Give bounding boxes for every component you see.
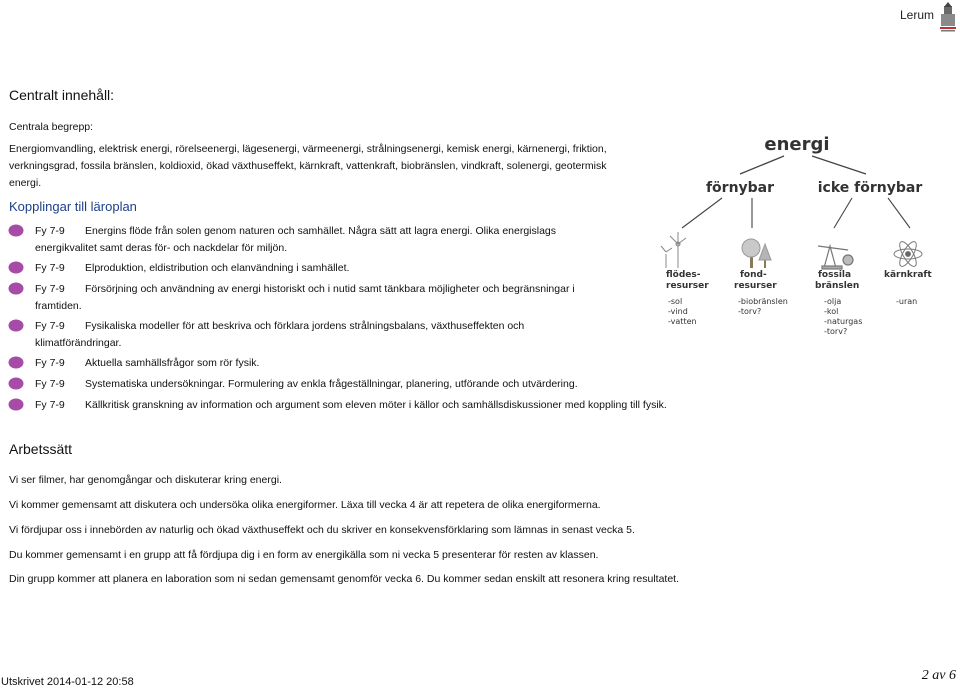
kopplingar-text: Försörjning och användning av energi historiskt och i nutid samt tänkbara möjligheter och begränsningar i: [85, 283, 575, 295]
arbetssatt-paragraph: Vi kommer gemensamt att diskutera och undersöka olika energiformer. Läxa till vecka 4 är att repetera de olika energiformerna.: [9, 499, 601, 511]
bullet-icon: [8, 319, 24, 332]
course-code: Fy 7-9: [35, 357, 65, 369]
arbetssatt-paragraph: Vi fördjupar oss i innebörden av naturlig och ökad växthuseffekt och du skriver en konsekvensförklaring som lämnas in senast vecka 5.: [9, 524, 635, 536]
kopplingar-heading: Kopplingar till läroplan: [9, 199, 137, 214]
arbetssatt-paragraph: Du kommer gemensamt i en grupp att få fördjupa dig i en form av energikälla som ni vecka 5 presenterar för resten av klassen.: [9, 549, 599, 561]
centrala-begrepp-heading: Centrala begrepp:: [9, 121, 94, 133]
kopplingar-item: [0, 223, 700, 257]
kopplingar-text-cont: energikvalitet samt deras för- och nackdelar för miljön.: [35, 242, 288, 254]
diagram-fornybar: förnybar: [705, 180, 775, 196]
kopplingar-text-cont: framtiden.: [35, 300, 82, 312]
kopplingar-item: [0, 376, 700, 393]
bullet-icon: [8, 282, 24, 295]
kopplingar-text: Källkritisk granskning av information och argument som eleven möter i källor och samhällsdiskussioner med koppling till fysik.: [85, 399, 667, 411]
school-name: Lerum: [899, 8, 934, 22]
course-code: Fy 7-9: [35, 225, 65, 237]
course-code: Fy 7-9: [35, 399, 65, 411]
diagram-group-label: fossila bränslen: [815, 270, 860, 291]
bullet-icon: [8, 356, 24, 369]
bullet-icon: [8, 261, 24, 274]
diagram-group-label: fond-resurser: [734, 270, 777, 291]
bullet-icon: [8, 224, 24, 237]
diagram-items: -sol -vind -vatten: [668, 297, 697, 326]
kopplingar-item: [0, 281, 700, 315]
kopplingar-text: Elproduktion, eldistribution och elanvändning i samhället.: [85, 262, 350, 274]
kopplingar-text: Fysikaliska modeller för att beskriva och förklara jordens strålningsbalans, växthuseffekten och: [85, 320, 525, 332]
arbetssatt-heading: Arbetssätt: [9, 441, 73, 457]
diagram-items: -olja -kol -naturgas -torv?: [824, 297, 863, 336]
course-code: Fy 7-9: [35, 262, 65, 274]
diagram-icke-fornybar: icke förnybar: [817, 180, 923, 196]
diagram-group-label: kärnkraft: [884, 270, 932, 280]
diagram-items: -uran: [896, 297, 918, 306]
kopplingar-text-cont: klimatförändringar.: [35, 337, 122, 349]
course-code: Fy 7-9: [35, 320, 65, 332]
lerum-logo-icon: [938, 2, 958, 34]
kopplingar-item: [0, 318, 700, 352]
course-code: Fy 7-9: [35, 283, 65, 295]
kopplingar-item: [0, 355, 700, 372]
tree-icon: [742, 239, 771, 268]
begrepp-line-3: energi.: [9, 177, 42, 189]
energi-diagram: [652, 128, 942, 348]
arbetssatt-paragraph: Vi ser filmer, har genomgångar och diskuterar kring energi.: [9, 474, 282, 486]
centralt-innehall-heading: Centralt innehåll:: [9, 87, 115, 103]
printed-date: Utskrivet 2014-01-12 20:58: [1, 676, 134, 688]
kopplingar-item: [0, 260, 700, 277]
kopplingar-text: Aktuella samhällsfrågor som rör fysik.: [85, 357, 260, 369]
kopplingar-item: [0, 397, 700, 414]
kopplingar-text: Systematiska undersökningar. Formulering av enkla frågeställningar, planering, utförande och utvärdering.: [85, 378, 578, 390]
course-code: Fy 7-9: [35, 378, 65, 390]
diagram-group-label: flödes-resurser: [666, 270, 709, 291]
begrepp-line-2: verkningsgrad, fossila bränslen, koldioxid, ökad växthuseffekt, kärnkraft, vattenkraft, biobränslen, vindkraft, solenergi, geotermisk: [9, 160, 607, 172]
atom-icon: [894, 239, 922, 268]
kopplingar-text: Energins flöde från solen genom naturen och samhället. Några sätt att lagra energi. Olika energislags: [85, 225, 557, 237]
page-number: 2 av 6: [921, 668, 956, 683]
bullet-icon: [8, 377, 24, 390]
diagram-title: energi: [764, 134, 830, 155]
diagram-items: -biobränslen -torv?: [738, 297, 788, 316]
bullet-icon: [8, 398, 24, 411]
arbetssatt-paragraph: Din grupp kommer att planera en laboration som ni sedan gemensamt genomför vecka 6. Du kommer sedan enskilt att resonera kring resultatet.: [9, 573, 680, 585]
oil-pump-icon: [818, 246, 853, 269]
wind-turbine-icon: [661, 232, 686, 268]
begrepp-line-1: Energiomvandling, elektrisk energi, rörelseenergi, lägesenergi, värmeenergi, strålningsenergi, kemisk energi, kärnenergi, friktion,: [9, 143, 607, 155]
